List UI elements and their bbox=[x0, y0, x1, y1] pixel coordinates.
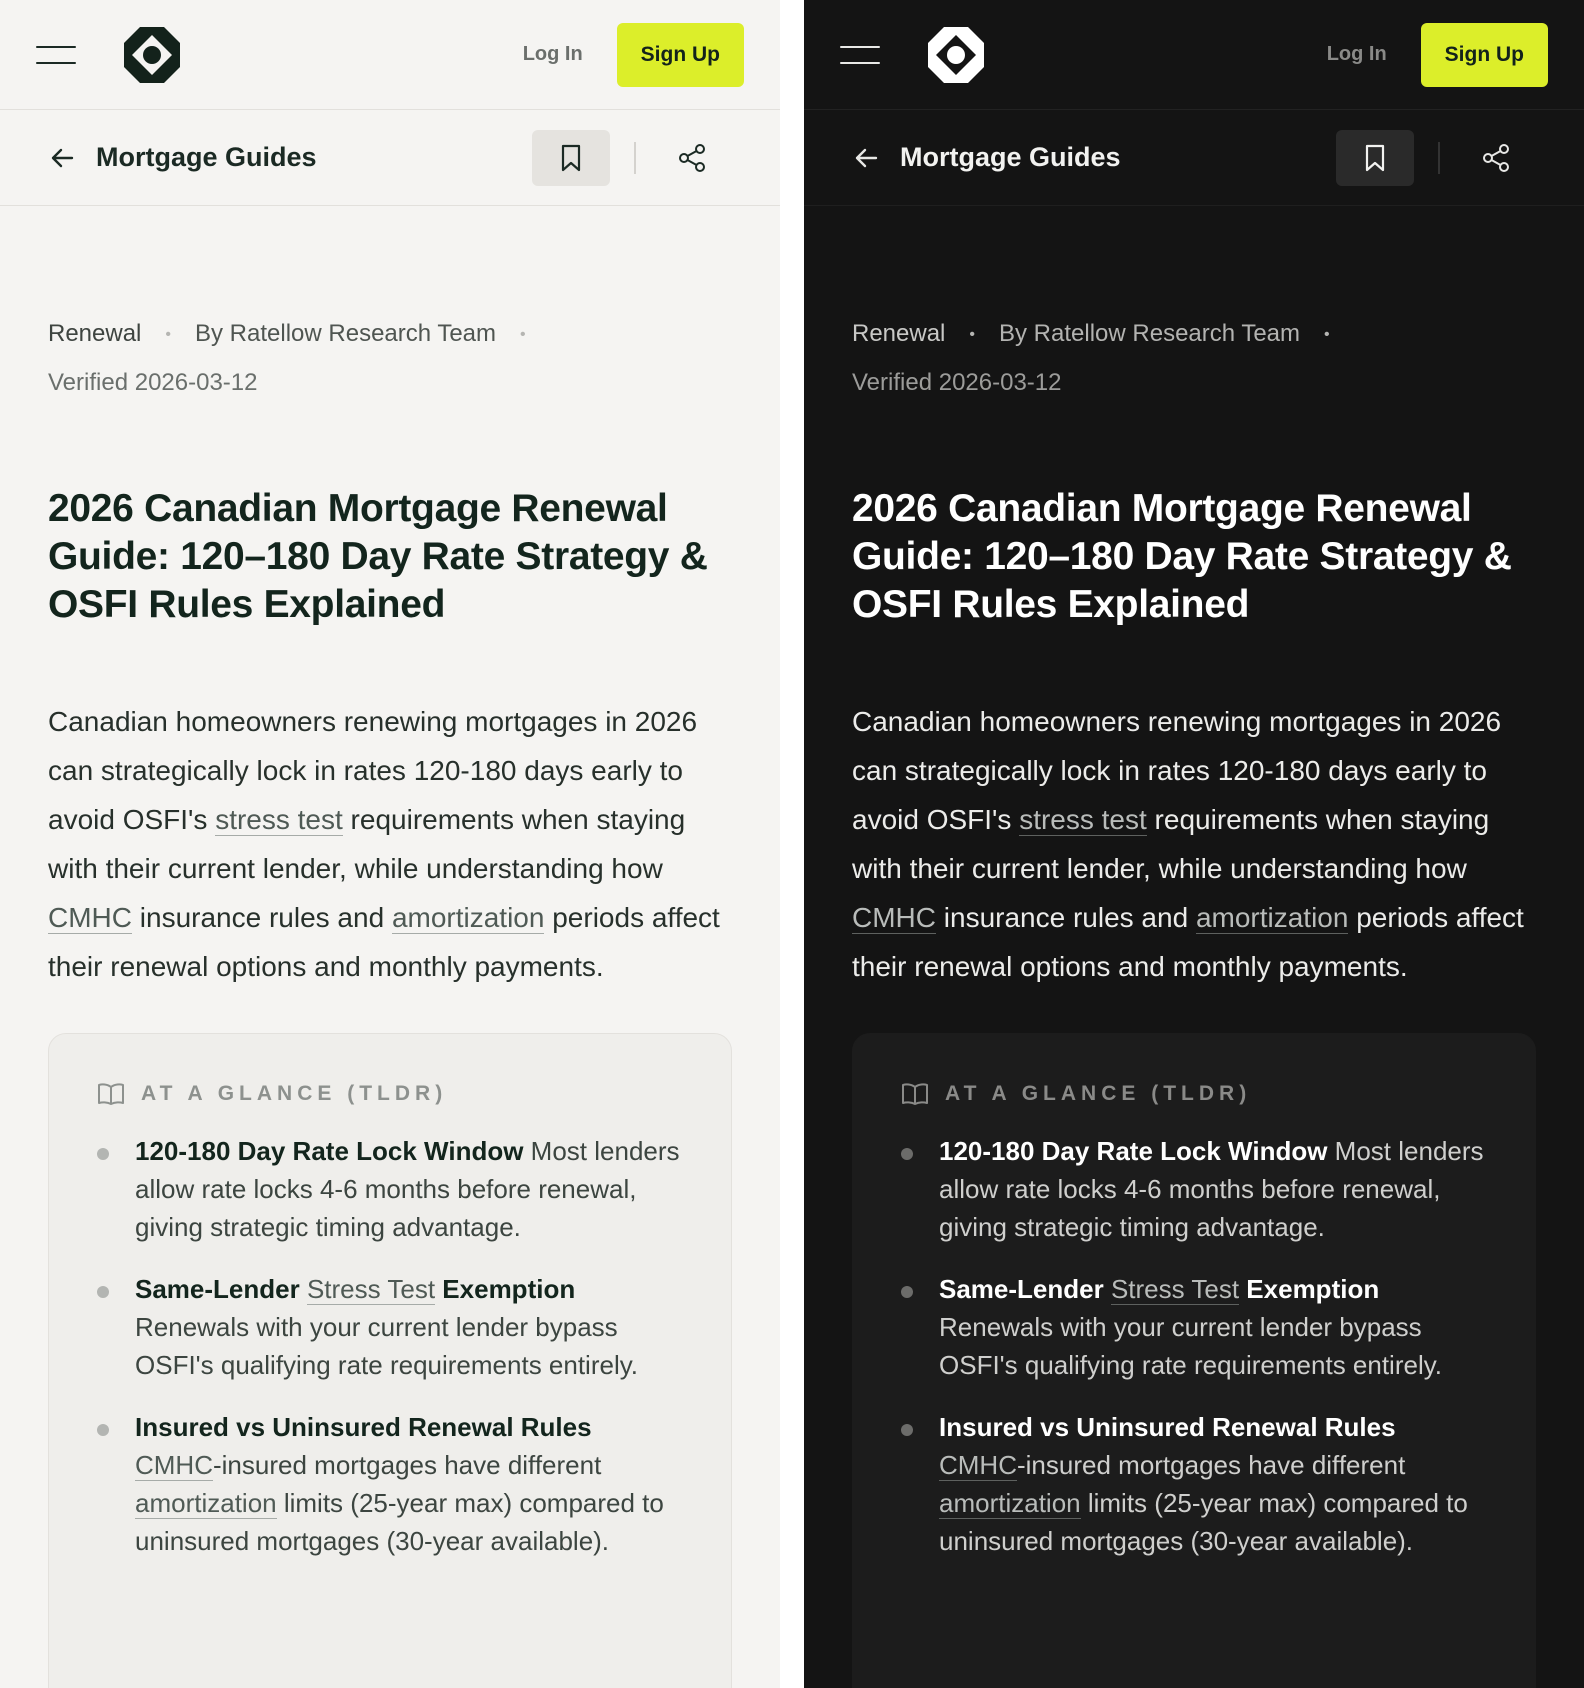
bookmark-icon bbox=[1362, 143, 1388, 173]
hamburger-menu-icon[interactable] bbox=[36, 46, 76, 64]
share-button[interactable] bbox=[1476, 138, 1516, 178]
author-byline: By Ratellow Research Team bbox=[999, 320, 1301, 347]
login-link[interactable]: Log In bbox=[1326, 43, 1387, 65]
share-button[interactable] bbox=[672, 138, 712, 178]
section-title[interactable]: Mortgage Guides bbox=[96, 142, 317, 172]
verified-date: Verified 2026-03-12 bbox=[852, 368, 1062, 396]
signup-button[interactable]: Sign Up bbox=[1421, 23, 1548, 87]
article-lede: Canadian homeowners renewing mortgages in 2026 can strategically lock in rates 120-180 days early to avoid OSFI's stress test requirements when staying with their current lender, while understanding how CMHC insurance rules and amortization periods affect their renewal options and monthly payments. bbox=[48, 705, 720, 982]
glossary-term-cmhc[interactable]: CMHC bbox=[135, 1449, 213, 1480]
article-meta: Renewal • By Ratellow Research Team • Verified 2026-03-12 bbox=[852, 320, 1330, 396]
list-item: Insured vs Uninsured Renewal Rules CMHC-insured mortgages have different amortization limits (25-year max) compared to uninsured mortgages (30-year available). bbox=[901, 1408, 1487, 1560]
open-book-icon bbox=[97, 1082, 125, 1106]
dark-theme-panel bbox=[804, 0, 1584, 1688]
glossary-term-stress-test[interactable]: Stress Test bbox=[1110, 1273, 1240, 1304]
article-meta: Renewal • By Ratellow Research Team • Verified 2026-03-12 bbox=[48, 320, 526, 396]
list-item: Same-Lender Stress Test Exemption Renewals with your current lender bypass OSFI's qualifying rate requirements entirely. bbox=[901, 1270, 1487, 1384]
category-link[interactable]: Renewal bbox=[852, 320, 946, 347]
glossary-term-amortization[interactable]: amortization bbox=[135, 1487, 277, 1518]
glossary-term-amortization[interactable]: amortization bbox=[1195, 901, 1349, 933]
brand-logo-icon[interactable] bbox=[122, 25, 182, 85]
arrow-left-icon[interactable] bbox=[48, 144, 76, 172]
list-item: Same-Lender Stress Test Exemption Renewals with your current lender bypass OSFI's qualifying rate requirements entirely. bbox=[97, 1270, 683, 1384]
category-link[interactable]: Renewal bbox=[48, 320, 142, 347]
panel-gap bbox=[780, 0, 804, 1688]
signup-button[interactable]: Sign Up bbox=[617, 23, 744, 87]
tldr-heading: AT A GLANCE (TLDR) bbox=[901, 1082, 1487, 1106]
glossary-term-stress-test[interactable]: Stress Test bbox=[306, 1273, 436, 1304]
tldr-card bbox=[48, 1033, 732, 1688]
glossary-term-cmhc[interactable]: CMHC bbox=[852, 901, 936, 933]
tldr-card bbox=[852, 1033, 1536, 1688]
list-item: Insured vs Uninsured Renewal Rules CMHC-insured mortgages have different amortization limits (25-year max) compared to uninsured mortgages (30-year available). bbox=[97, 1408, 683, 1560]
verified-date: Verified 2026-03-12 bbox=[48, 368, 258, 396]
top-navigation bbox=[804, 0, 1584, 110]
tldr-list bbox=[97, 1132, 683, 1560]
article-lede: Canadian homeowners renewing mortgages in 2026 can strategically lock in rates 120-180 days early to avoid OSFI's stress test requirements when staying with their current lender, while understanding how CMHC insurance rules and amortization periods affect their renewal options and monthly payments. bbox=[852, 705, 1524, 982]
bookmark-icon bbox=[558, 143, 584, 173]
article-title: 2026 Canadian Mortgage Renewal Guide: 120–180 Day Rate Strategy & OSFI Rules Explained bbox=[852, 486, 1512, 626]
glossary-term-amortization[interactable]: amortization bbox=[391, 901, 545, 933]
glossary-term-cmhc[interactable]: CMHC bbox=[939, 1449, 1017, 1480]
glossary-term-stress-test[interactable]: stress test bbox=[1019, 803, 1147, 835]
article-toolbar bbox=[804, 110, 1584, 206]
tldr-list bbox=[901, 1132, 1487, 1560]
share-icon bbox=[676, 142, 708, 174]
tldr-heading: AT A GLANCE (TLDR) bbox=[97, 1082, 683, 1106]
glossary-term-cmhc[interactable]: CMHC bbox=[48, 901, 132, 933]
section-title[interactable]: Mortgage Guides bbox=[900, 142, 1121, 172]
glossary-term-amortization[interactable]: amortization bbox=[939, 1487, 1081, 1518]
author-byline: By Ratellow Research Team bbox=[195, 320, 497, 347]
top-navigation bbox=[0, 0, 780, 110]
article-body bbox=[0, 310, 780, 1688]
share-icon bbox=[1480, 142, 1512, 174]
article-title: 2026 Canadian Mortgage Renewal Guide: 120–180 Day Rate Strategy & OSFI Rules Explained bbox=[48, 486, 708, 626]
login-link[interactable]: Log In bbox=[522, 43, 583, 65]
toolbar-divider bbox=[1438, 142, 1440, 174]
article-body bbox=[804, 310, 1584, 1688]
list-item: 120-180 Day Rate Lock Window Most lenders allow rate locks 4-6 months before renewal, giving strategic timing advantage. bbox=[901, 1132, 1487, 1246]
hamburger-menu-icon[interactable] bbox=[840, 46, 880, 64]
glossary-term-stress-test[interactable]: stress test bbox=[215, 803, 343, 835]
bookmark-button[interactable] bbox=[532, 130, 610, 186]
brand-logo-icon[interactable] bbox=[926, 25, 986, 85]
bookmark-button[interactable] bbox=[1336, 130, 1414, 186]
open-book-icon bbox=[901, 1082, 929, 1106]
list-item: 120-180 Day Rate Lock Window Most lenders allow rate locks 4-6 months before renewal, giving strategic timing advantage. bbox=[97, 1132, 683, 1246]
arrow-left-icon[interactable] bbox=[852, 144, 880, 172]
article-toolbar bbox=[0, 110, 780, 206]
light-theme-panel bbox=[0, 0, 780, 1688]
toolbar-divider bbox=[634, 142, 636, 174]
